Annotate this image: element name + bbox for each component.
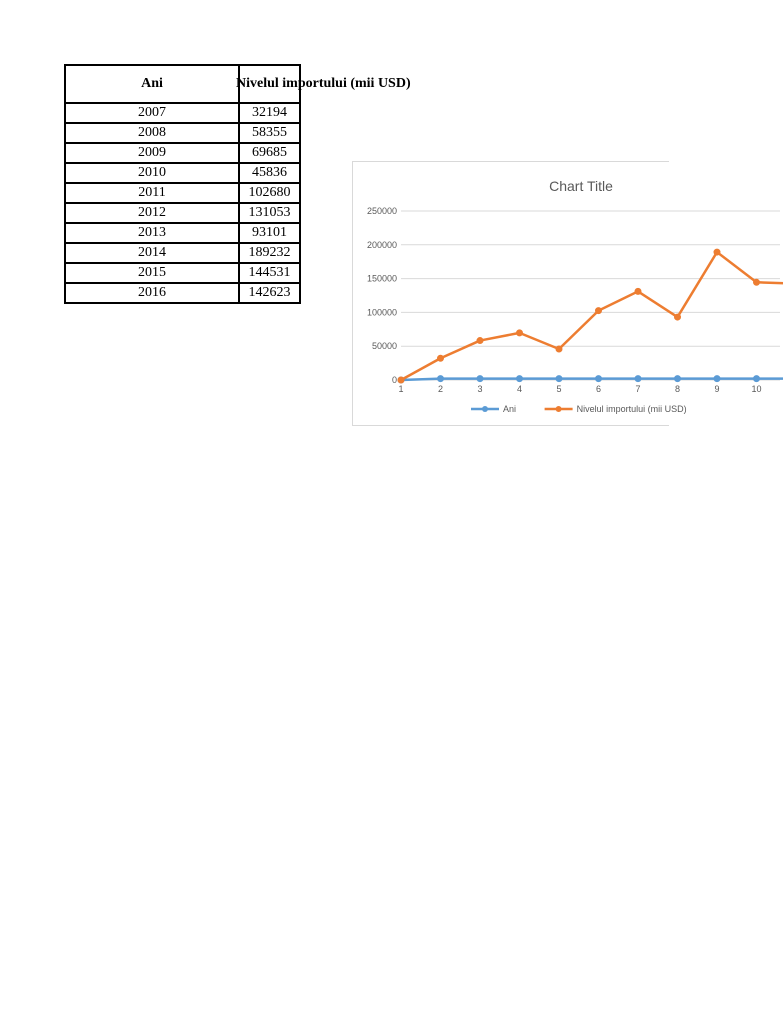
cell-year[interactable]: 2013 [65, 223, 239, 243]
data-point [714, 249, 720, 255]
x-tick-label: 9 [714, 384, 720, 394]
header-ani[interactable]: Ani [65, 65, 239, 103]
data-point [556, 346, 562, 352]
cell-import[interactable]: 189232 [239, 243, 300, 263]
y-tick-label: 250000 [366, 206, 397, 216]
cell-year[interactable]: 2008 [65, 123, 239, 143]
table-row [65, 243, 300, 263]
cell-year[interactable]: 2014 [65, 243, 239, 263]
header-import[interactable]: Nivelul importului (mii USD) [239, 65, 300, 103]
table-header-row [65, 65, 300, 103]
data-point [675, 376, 681, 382]
data-point [635, 376, 641, 382]
x-tick-label: 5 [556, 384, 562, 394]
cell-import[interactable]: 32194 [239, 103, 300, 123]
cell-year[interactable]: 2011 [65, 183, 239, 203]
chart-title: Chart Title [549, 178, 613, 194]
y-tick-label: 200000 [366, 239, 397, 250]
data-point [398, 377, 404, 383]
cell-import[interactable]: 58355 [239, 123, 300, 143]
cell-import[interactable]: 93101 [239, 223, 300, 243]
cell-import[interactable]: 131053 [239, 203, 300, 223]
cell-import[interactable]: 45836 [239, 163, 300, 183]
table-row [65, 263, 300, 283]
series-line [401, 379, 783, 380]
data-point [438, 376, 444, 382]
line-chart [353, 162, 783, 425]
table-row [65, 103, 300, 123]
x-tick-label: 6 [595, 384, 602, 394]
table-row [65, 143, 300, 163]
chart-container[interactable] [352, 161, 762, 426]
data-point [477, 376, 483, 382]
table-row [65, 183, 300, 203]
table-row [65, 283, 300, 303]
series-line [401, 252, 783, 380]
table-row [65, 123, 300, 143]
data-point [556, 376, 562, 382]
legend-label: Nivelul importului (mii USD) [576, 404, 687, 414]
cell-year[interactable]: 2012 [65, 203, 239, 223]
y-tick-label: 0 [391, 375, 397, 385]
x-tick-label: 2 [437, 384, 444, 394]
cell-year[interactable]: 2007 [65, 103, 239, 123]
legend-marker [556, 406, 562, 412]
data-point [517, 376, 523, 382]
y-tick-label: 50000 [371, 341, 397, 352]
data-point [754, 376, 760, 382]
cell-year[interactable]: 2009 [65, 143, 239, 163]
data-point [477, 338, 483, 344]
data-point [517, 330, 523, 336]
x-tick-label: 10 [751, 384, 762, 394]
y-tick-label: 150000 [366, 273, 397, 284]
cell-year[interactable]: 2010 [65, 163, 239, 183]
legend-label: Ani [503, 404, 517, 414]
table-row [65, 203, 300, 223]
cell-import[interactable]: 102680 [239, 183, 300, 203]
cell-year[interactable]: 2016 [65, 283, 239, 303]
data-point [675, 314, 681, 320]
cell-year[interactable]: 2015 [65, 263, 239, 283]
x-tick-label: 1 [398, 384, 404, 394]
x-tick-label: 7 [635, 384, 641, 394]
cell-import[interactable]: 144531 [239, 263, 300, 283]
x-tick-label: 4 [516, 384, 523, 394]
table-row [65, 163, 300, 183]
x-tick-label: 3 [477, 384, 483, 394]
cell-import[interactable]: 69685 [239, 143, 300, 163]
data-point [438, 355, 444, 361]
y-tick-label: 100000 [366, 307, 397, 318]
table-row [65, 223, 300, 243]
data-point [635, 288, 641, 294]
data-point [596, 376, 602, 382]
legend-marker [482, 406, 488, 412]
data-point [596, 308, 602, 314]
cell-import[interactable]: 142623 [239, 283, 300, 303]
data-point [714, 376, 720, 382]
data-point [754, 279, 760, 285]
x-tick-label: 8 [674, 384, 681, 394]
